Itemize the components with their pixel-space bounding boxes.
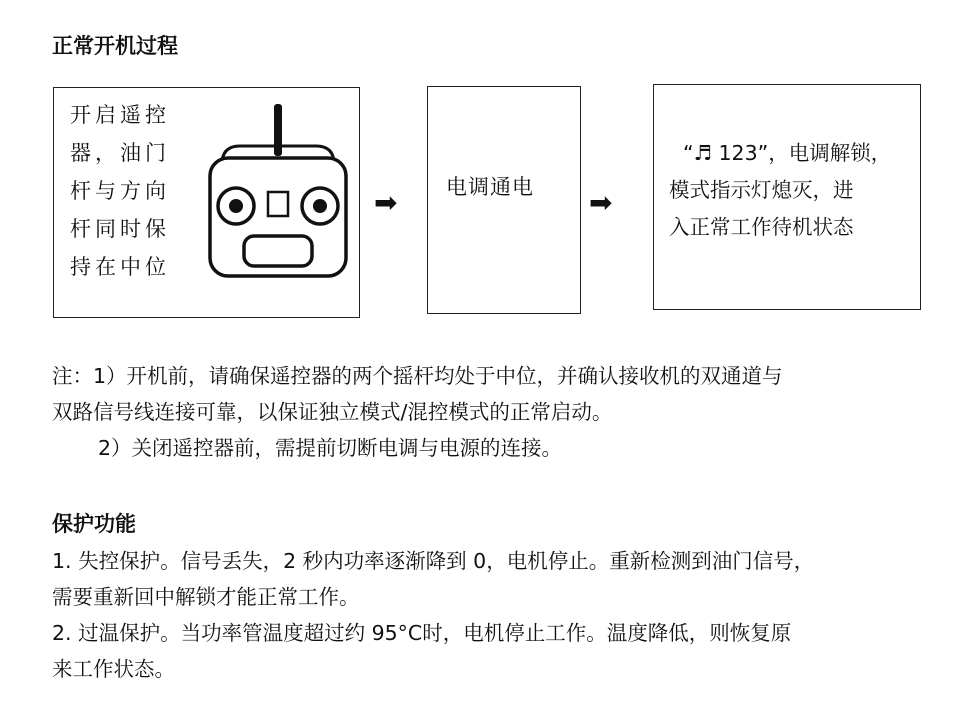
rc-transmitter-icon xyxy=(204,102,354,282)
step1-box xyxy=(53,87,360,318)
step3-line: 入正常工作待机状态 xyxy=(669,215,854,239)
protection-title: 保护功能 xyxy=(52,512,136,536)
right-arrow-icon: ➡ xyxy=(374,186,398,219)
note-line: 2）关闭遥控器前，需提前切断电调与电源的连接。 xyxy=(98,436,563,460)
protection-item-line: 2. 过温保护。当功率管温度超过约 95°C时，电机停止工作。温度降低，则恢复原 xyxy=(52,621,792,645)
step2-box xyxy=(427,86,581,314)
step1-line: 杆同时保 xyxy=(70,217,170,241)
step1-line: 杆与方向 xyxy=(70,179,170,203)
step3-line: “♬ 123”，电调解锁， xyxy=(683,141,892,165)
startup-title: 正常开机过程 xyxy=(52,34,178,58)
step1-line: 器，油门 xyxy=(70,141,170,165)
step3-text xyxy=(669,135,919,246)
step1-line: 开启遥控 xyxy=(70,103,170,127)
protection-item-line: 来工作状态。 xyxy=(52,657,175,681)
right-arrow-icon: ➡ xyxy=(589,186,613,219)
step2-text: 电调通电 xyxy=(446,175,534,199)
note-line: 注：1）开机前，请确保遥控器的两个摇杆均处于中位，并确认接收机的双通道与 xyxy=(52,364,783,388)
step3-box xyxy=(653,84,921,310)
protection-item-line: 需要重新回中解锁才能正常工作。 xyxy=(52,585,360,609)
step1-line: 持在中位 xyxy=(70,255,170,279)
note-line: 双路信号线连接可靠，以保证独立模式/混控模式的正常启动。 xyxy=(52,400,613,424)
step3-line: 模式指示灯熄灭，进 xyxy=(669,178,854,202)
step1-text xyxy=(70,96,200,286)
protection-item-line: 1. 失控保护。信号丢失，2 秒内功率逐渐降到 0，电机停止。重新检测到油门信号， xyxy=(52,549,815,573)
